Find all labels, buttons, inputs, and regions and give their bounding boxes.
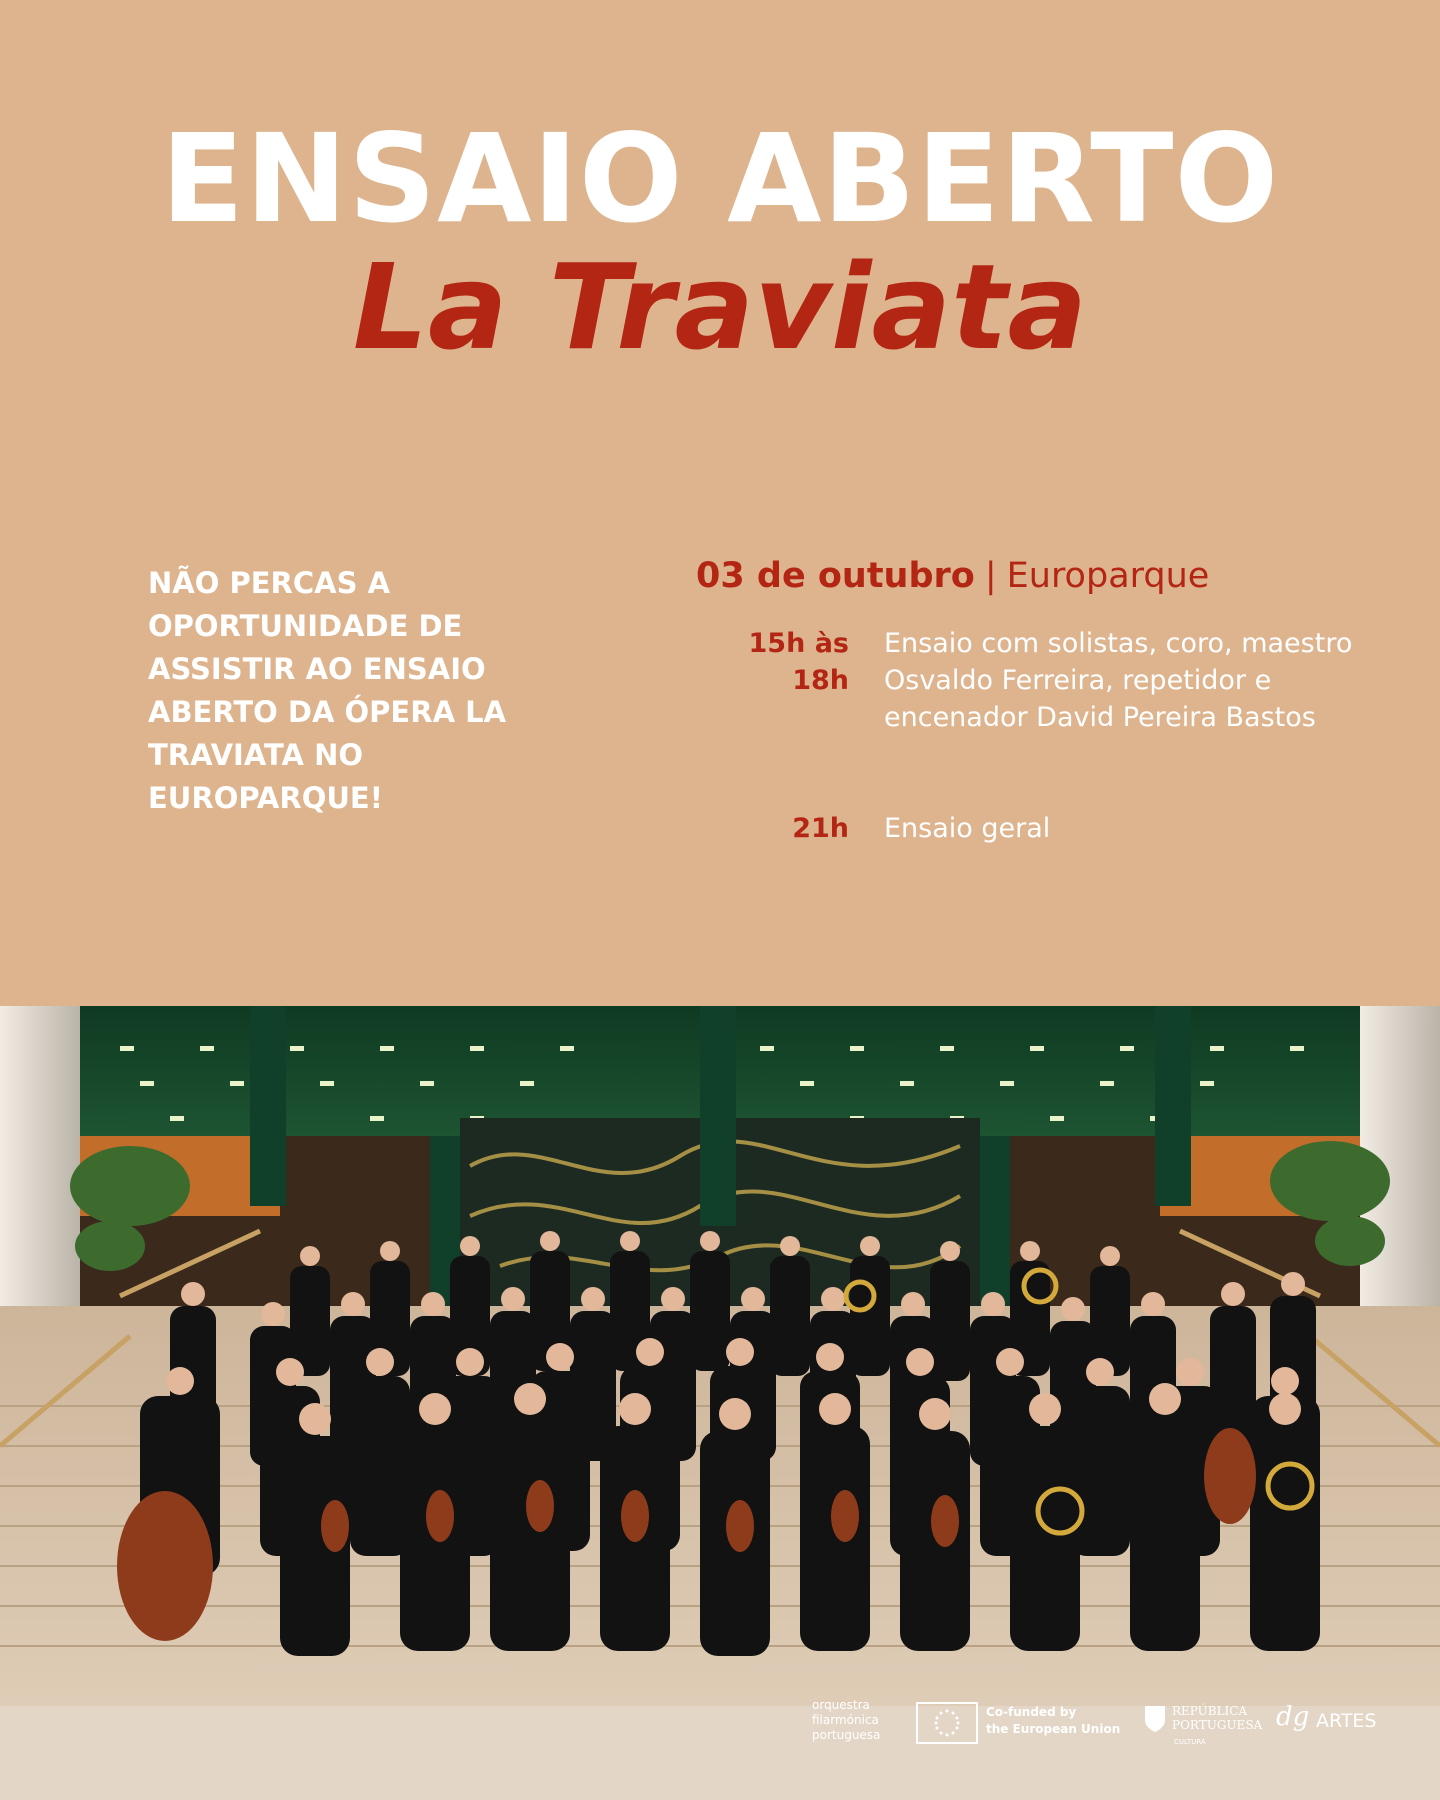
republica-logo: REPÚBLICA PORTUGUESA: [1172, 1704, 1263, 1732]
sponsor-logos: [0, 1698, 1440, 1758]
dgartes-logo: ARTES: [1316, 1710, 1377, 1732]
republica-sub-label: CULTURA: [1174, 1738, 1206, 1746]
event-separator: |: [984, 556, 997, 596]
schedule-description: Ensaio com solistas, coro, maestro Osvaldo Ferreira, repetidor e encenador David Pereira Bastos: [884, 628, 1353, 733]
call-to-action-text: NÃO PERCAS A OPORTUNIDADE DE ASSISTIR AO ENSAIO ABERTO DA ÓPERA LA TRAVIATA NO EUROPARQUE!: [148, 566, 507, 815]
eu-flag-icon: [916, 1702, 978, 1744]
dgartes-mark: dg: [1276, 1702, 1310, 1732]
republica-emblem-icon: [1143, 1704, 1167, 1734]
eu-cofunded-logo: Co-funded by the European Union: [986, 1705, 1121, 1736]
orchestra-logo: orquestra filarmónica portuguesa: [812, 1698, 881, 1742]
schedule-time: 15h às 18h: [748, 628, 849, 696]
event-date-venue: [696, 556, 1376, 596]
schedule-time: 21h: [792, 813, 849, 844]
orchestra-photo: [0, 1006, 1440, 1800]
event-date: 03 de outubro: [696, 556, 975, 596]
page-title: ENSAIO ABERTO: [160, 108, 1280, 250]
schedule-description: Ensaio geral: [884, 813, 1051, 844]
page-subtitle: La Traviata: [352, 238, 1088, 376]
event-venue: Europarque: [1006, 556, 1210, 596]
